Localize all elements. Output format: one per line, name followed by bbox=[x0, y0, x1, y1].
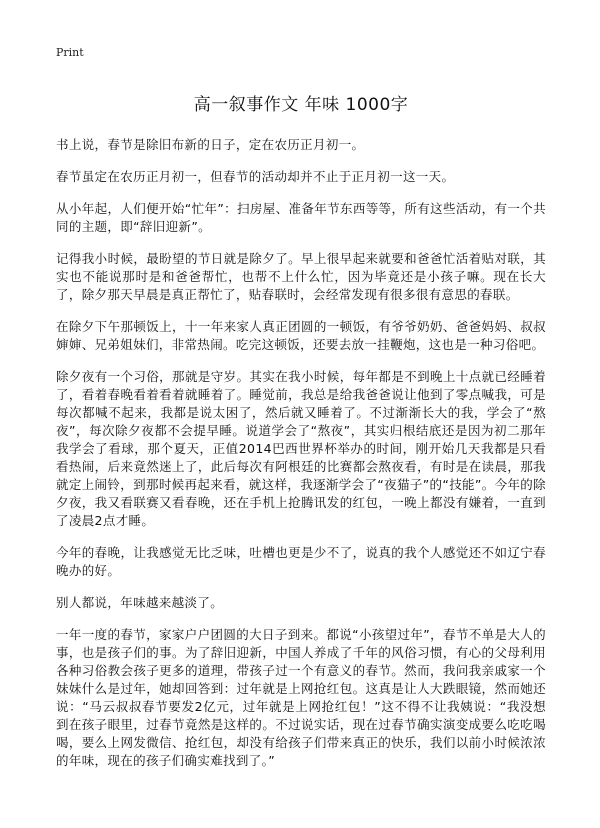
article-title: 高一叙事作文 年味 1000字 bbox=[193, 95, 409, 115]
paragraph: 记得我小时候，最盼望的节日就是除夕了。早上很早起来就要和爸爸忙活着贴对联，其实也不能说那时是和爸爸帮忙，也帮不上什么忙，因为毕竟还是小孩子嘛。现在长大了，除夕那天早晨是真正帮忙了，贴春联时，会经常发现有很多很有意思的春联。 bbox=[56, 251, 546, 302]
article-body bbox=[56, 136, 546, 770]
paragraph: 一年一度的春节，家家户户团圆的大日子到来。都说“小孩望过年”，春节不单是大人的事，也是孩子们的事。为了辞旧迎新，中国人养成了千年的风俗习惯，有心的父母利用各种习俗教会孩子更多的道理，带孩子过一个有意义的春节。然而，我问我亲戚家一个妹妹什么是过年，她却回答到：过年就是上网抢红包。这真是让人大跌眼镜，然而她还说：“马云叔叔春节要发2亿元，过年就是上网抢红包！”这不得不让我姨说：“我没想到在孩子眼里，过春节竟然是这样的。不过说实话，现在过春节确实演变成要么吃吃喝喝，要么上网发微信、抢红包，却没有给孩子们带来真正的快乐，我们以前小时候浓浓的年味，现在的孩子们确实难找到了。” bbox=[56, 627, 546, 768]
paragraph: 今年的春晚，让我感觉无比乏味，吐槽也更是少不了，说真的我个人感觉还不如辽宁春晚办的好。 bbox=[56, 545, 546, 578]
paragraph: 从小年起，人们便开始“忙年”：扫房屋、准备年节东西等等，所有这些活动，有一个共同的主题，即“辞旧迎新”。 bbox=[56, 201, 546, 234]
paragraph: 春节虽定在农历正月初一，但春节的活动却并不止于正月初一这一天。 bbox=[56, 169, 455, 184]
paragraph: 别人都说，年味越来越淡了。 bbox=[56, 595, 224, 610]
paragraph: 除夕夜有一个习俗，那就是守岁。其实在我小时候，每年都是不到晚上十点就已经睡着了，看着春晚看着看着就睡着了。睡觉前，我总是给我爸爸说让他到了零点喊我，可是每次都喊不起来，我都是说太困了，然后就又睡着了。不过渐渐长大的我，学会了“熬夜”，每次除夕夜都不会提早睡。说道学会了“熬夜”，其实归根结底还是因为初二那年我学会了看球，那个夏天，正值2014巴西世界杯举办的时间，刚开始几天我都是只看看热闹，后来竟然迷上了，此后每次有阿根廷的比赛都会熬夜看，有时是在读晨，那我就定上闹铃，到那时候再起来看，就这样，我逐渐学会了“夜猫子”的“技能”。今年的除夕夜，我又看联赛又看春晚，还在手机上抢腾讯发的红包，一晚上都没有嫌着，一直到了凌晨2点才睡。 bbox=[56, 369, 546, 528]
paragraph: 书上说，春节是除旧布新的日子，定在农历正月初一。 bbox=[56, 137, 365, 152]
paragraph: 在除夕下午那顿饭上，十一年来家人真正团圆的一顿饭，有爷爷奶奶、爸爸妈妈、叔叔婶婶、兄弟姐妹们，非常热闹。吃完这顿饭，还要去放一挂鞭炮，这也是一种习俗吧。 bbox=[56, 319, 546, 352]
print-link[interactable]: Print bbox=[56, 46, 84, 59]
